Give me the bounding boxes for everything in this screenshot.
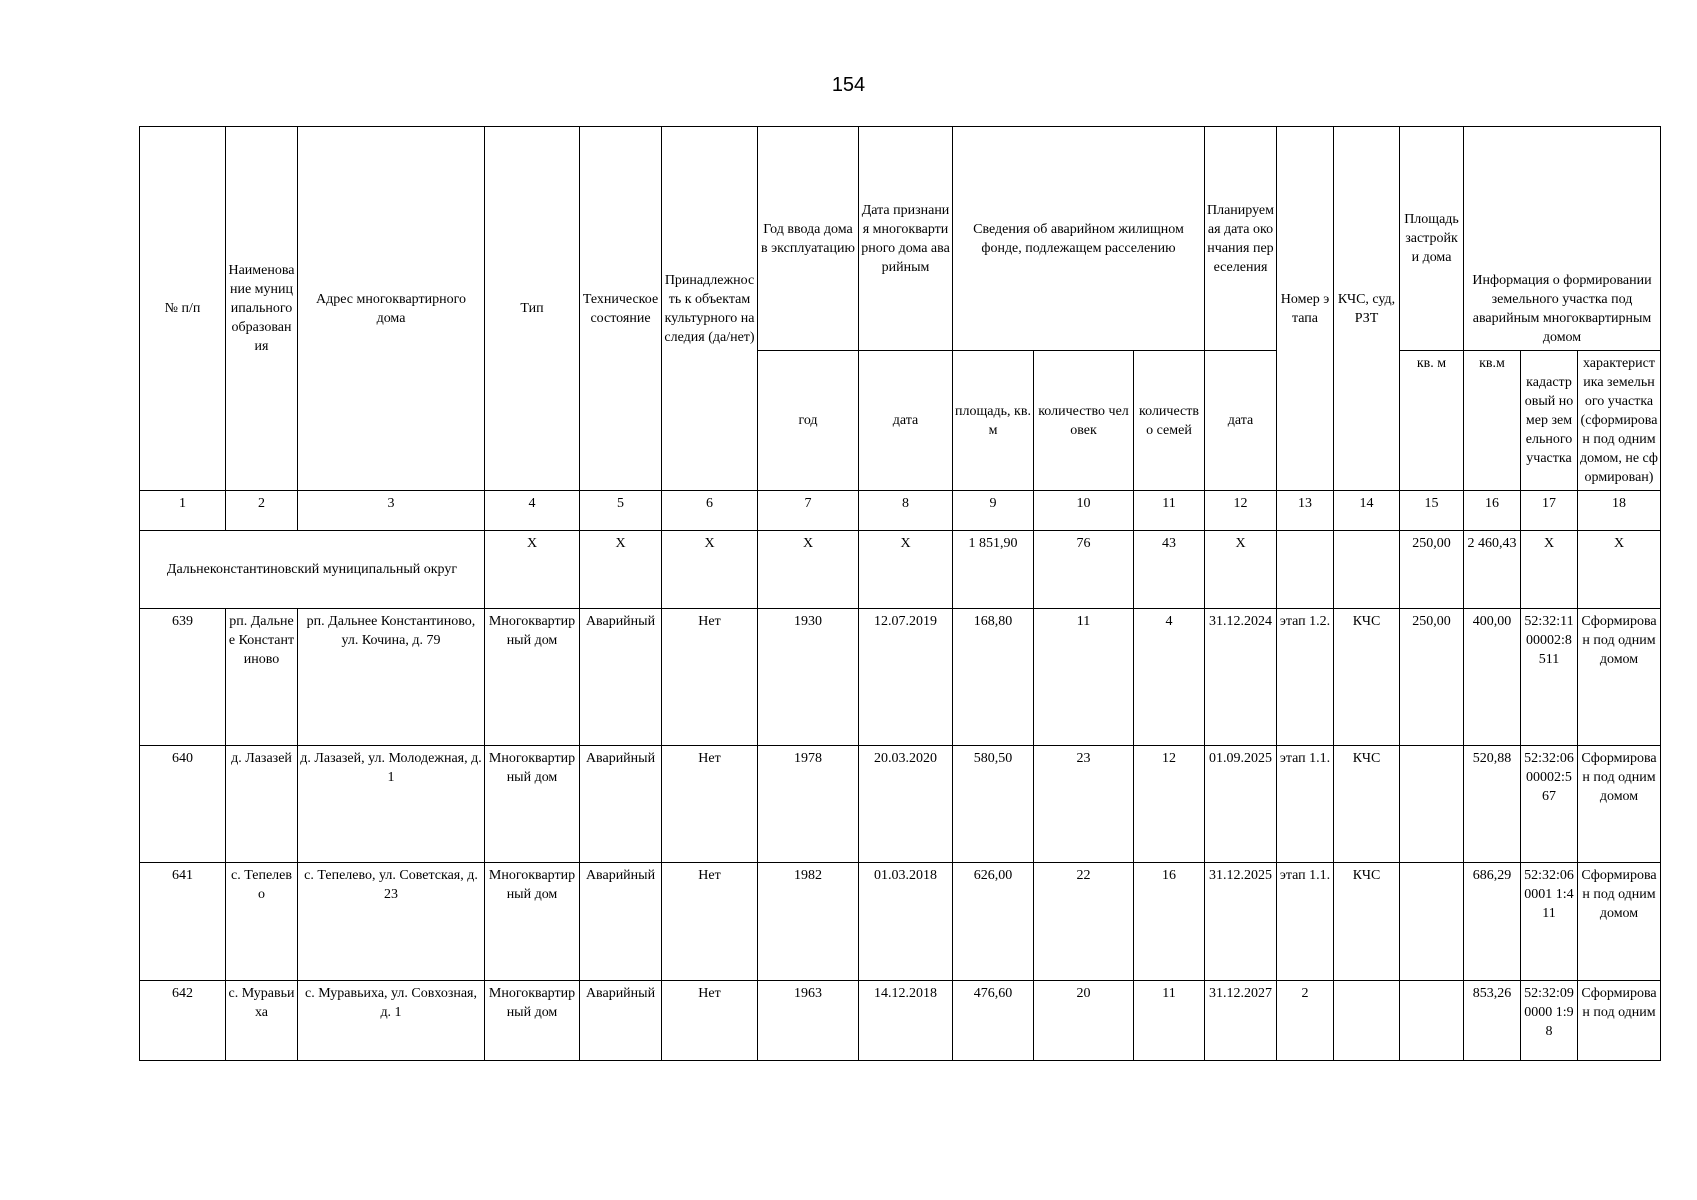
table-cell: 12.07.2019 <box>859 609 953 746</box>
table-cell: 31.12.2025 <box>1205 863 1277 981</box>
page-number: 154 <box>831 74 866 96</box>
header-cell: количество человек <box>1034 351 1134 491</box>
table-cell: 11 <box>1134 981 1205 1061</box>
total-cell: X <box>1521 531 1578 609</box>
header-cell: Адрес многоквартирного дома <box>298 127 485 491</box>
total-cell: X <box>1205 531 1277 609</box>
total-cell: X <box>580 531 662 609</box>
table-cell: 31.12.2024 <box>1205 609 1277 746</box>
table-cell: КЧС <box>1334 609 1400 746</box>
header-cell: Год ввода дома в эксплуатацию <box>758 127 859 351</box>
table-cell: рп. Дальнее Константиново, ул. Кочина, д. 79 <box>298 609 485 746</box>
column-number-row <box>140 491 1661 531</box>
column-number: 6 <box>662 491 758 531</box>
column-number: 4 <box>485 491 580 531</box>
column-number: 3 <box>298 491 485 531</box>
table-cell: 1978 <box>758 746 859 863</box>
table-cell: 641 <box>140 863 226 981</box>
header-cell: площадь, кв.м <box>953 351 1034 491</box>
table-cell: Аварийный <box>580 863 662 981</box>
header-cell: дата <box>1205 351 1277 491</box>
table-cell: 400,00 <box>1464 609 1521 746</box>
header-cell: Номер этапа <box>1277 127 1334 491</box>
total-cell: 76 <box>1034 531 1134 609</box>
header-cell: год <box>758 351 859 491</box>
table-cell: с. Тепелево, ул. Советская, д. 23 <box>298 863 485 981</box>
total-cell: 2 460,43 <box>1464 531 1521 609</box>
total-cell: X <box>758 531 859 609</box>
table-cell: 22 <box>1034 863 1134 981</box>
table-cell: Аварийный <box>580 746 662 863</box>
table-cell: 1982 <box>758 863 859 981</box>
table-cell: Сформирован под одним домом <box>1578 746 1661 863</box>
total-cell: X <box>859 531 953 609</box>
column-number: 15 <box>1400 491 1464 531</box>
table-cell: 23 <box>1034 746 1134 863</box>
table-cell: 16 <box>1134 863 1205 981</box>
column-number: 10 <box>1034 491 1134 531</box>
total-cell <box>1334 531 1400 609</box>
column-number: 17 <box>1521 491 1578 531</box>
table-cell: 11 <box>1034 609 1134 746</box>
header-cell: Информация о формировании земельного участка под аварийным многоквартирным домом <box>1464 127 1661 351</box>
table-cell: 1963 <box>758 981 859 1061</box>
table-cell: Многоквартирный дом <box>485 746 580 863</box>
table-cell: 642 <box>140 981 226 1061</box>
table-cell: с. Муравьиха <box>226 981 298 1061</box>
table-cell: 640 <box>140 746 226 863</box>
table-cell: Сформирован под одним <box>1578 981 1661 1061</box>
table-cell: 52:32:090000 1:98 <box>1521 981 1578 1061</box>
table-cell <box>1334 981 1400 1061</box>
table-cell: 12 <box>1134 746 1205 863</box>
header-cell: Планируемая дата окончания переселения <box>1205 127 1277 351</box>
table-cell: рп. Дальнее Константиново <box>226 609 298 746</box>
table-cell: этап 1.1. <box>1277 863 1334 981</box>
header-cell: кадастровый номер земельного участка <box>1521 351 1578 491</box>
table-cell: 52:32:1100002:8511 <box>1521 609 1578 746</box>
table-cell: 52:32:0600002:567 <box>1521 746 1578 863</box>
table-cell: 20 <box>1034 981 1134 1061</box>
table-cell: КЧС <box>1334 746 1400 863</box>
table-cell: Сформирован под одним домом <box>1578 609 1661 746</box>
table-cell: Аварийный <box>580 981 662 1061</box>
header-cell: Техническое состояние <box>580 127 662 491</box>
header-cell: кв. м <box>1400 351 1464 491</box>
table-cell: 01.03.2018 <box>859 863 953 981</box>
table-cell: 639 <box>140 609 226 746</box>
table-cell: 168,80 <box>953 609 1034 746</box>
total-cell: X <box>485 531 580 609</box>
table-cell: Многоквартирный дом <box>485 609 580 746</box>
header-cell: № п/п <box>140 127 226 491</box>
column-number: 2 <box>226 491 298 531</box>
header-cell: кв.м <box>1464 351 1521 491</box>
header-cell: Сведения об аварийном жилищном фонде, подлежащем расселению <box>953 127 1205 351</box>
table-cell: 853,26 <box>1464 981 1521 1061</box>
table-cell: Аварийный <box>580 609 662 746</box>
table-cell: 1930 <box>758 609 859 746</box>
table-cell: Нет <box>662 863 758 981</box>
table-cell: с. Муравьиха, ул. Совхозная, д. 1 <box>298 981 485 1061</box>
table-cell: этап 1.1. <box>1277 746 1334 863</box>
header-cell: Площадь застройки дома <box>1400 127 1464 351</box>
table-cell: 520,88 <box>1464 746 1521 863</box>
table-cell: 686,29 <box>1464 863 1521 981</box>
total-cell: 1 851,90 <box>953 531 1034 609</box>
header-row-1 <box>140 127 1661 351</box>
table-row <box>140 609 1661 746</box>
column-number: 13 <box>1277 491 1334 531</box>
header-cell: характеристика земельного участка (сформирован под одним домом, не сформирован) <box>1578 351 1661 491</box>
table-cell: 01.09.2025 <box>1205 746 1277 863</box>
column-number: 18 <box>1578 491 1661 531</box>
table-cell <box>1400 981 1464 1061</box>
table-cell: Нет <box>662 981 758 1061</box>
column-number: 8 <box>859 491 953 531</box>
header-cell: Принадлежность к объектам культурного наследия (да/нет) <box>662 127 758 491</box>
total-cell: 43 <box>1134 531 1205 609</box>
table-cell: 476,60 <box>953 981 1034 1061</box>
table-cell: 31.12.2027 <box>1205 981 1277 1061</box>
table-row <box>140 981 1661 1061</box>
total-cell: X <box>1578 531 1661 609</box>
header-cell: Наименование муниципального образования <box>226 127 298 491</box>
header-cell: дата <box>859 351 953 491</box>
table-cell: 14.12.2018 <box>859 981 953 1061</box>
table-cell: с. Тепелево <box>226 863 298 981</box>
column-number: 7 <box>758 491 859 531</box>
table-cell <box>1400 863 1464 981</box>
column-number: 12 <box>1205 491 1277 531</box>
header-cell: количество семей <box>1134 351 1205 491</box>
column-number: 14 <box>1334 491 1400 531</box>
table-cell: Многоквартирный дом <box>485 981 580 1061</box>
total-cell: X <box>662 531 758 609</box>
table-cell: Многоквартирный дом <box>485 863 580 981</box>
total-label: Дальнеконстантиновский муниципальный округ <box>140 531 485 609</box>
table-cell: д. Лазазей, ул. Молодежная, д. 1 <box>298 746 485 863</box>
total-row <box>140 531 1661 609</box>
column-number: 9 <box>953 491 1034 531</box>
table-cell: 52:32:060001 1:411 <box>1521 863 1578 981</box>
table-cell: 20.03.2020 <box>859 746 953 863</box>
header-cell: КЧС, суд, РЗТ <box>1334 127 1400 491</box>
table-cell: 626,00 <box>953 863 1034 981</box>
column-number: 5 <box>580 491 662 531</box>
column-number: 16 <box>1464 491 1521 531</box>
table-cell: Сформирован под одним домом <box>1578 863 1661 981</box>
table-cell: этап 1.2. <box>1277 609 1334 746</box>
table-cell: 580,50 <box>953 746 1034 863</box>
table-row <box>140 863 1661 981</box>
table-cell: Нет <box>662 609 758 746</box>
table-cell: Нет <box>662 746 758 863</box>
table-cell: КЧС <box>1334 863 1400 981</box>
header-cell: Дата признания многоквартирного дома аварийным <box>859 127 953 351</box>
total-cell: 250,00 <box>1400 531 1464 609</box>
table-cell: д. Лазазей <box>226 746 298 863</box>
housing-table <box>139 126 1661 1061</box>
column-number: 1 <box>140 491 226 531</box>
total-cell <box>1277 531 1334 609</box>
header-cell: Тип <box>485 127 580 491</box>
table-cell: 4 <box>1134 609 1205 746</box>
table-cell: 2 <box>1277 981 1334 1061</box>
table-cell <box>1400 746 1464 863</box>
table-row <box>140 746 1661 863</box>
table-cell: 250,00 <box>1400 609 1464 746</box>
column-number: 11 <box>1134 491 1205 531</box>
table-body <box>140 609 1661 1061</box>
